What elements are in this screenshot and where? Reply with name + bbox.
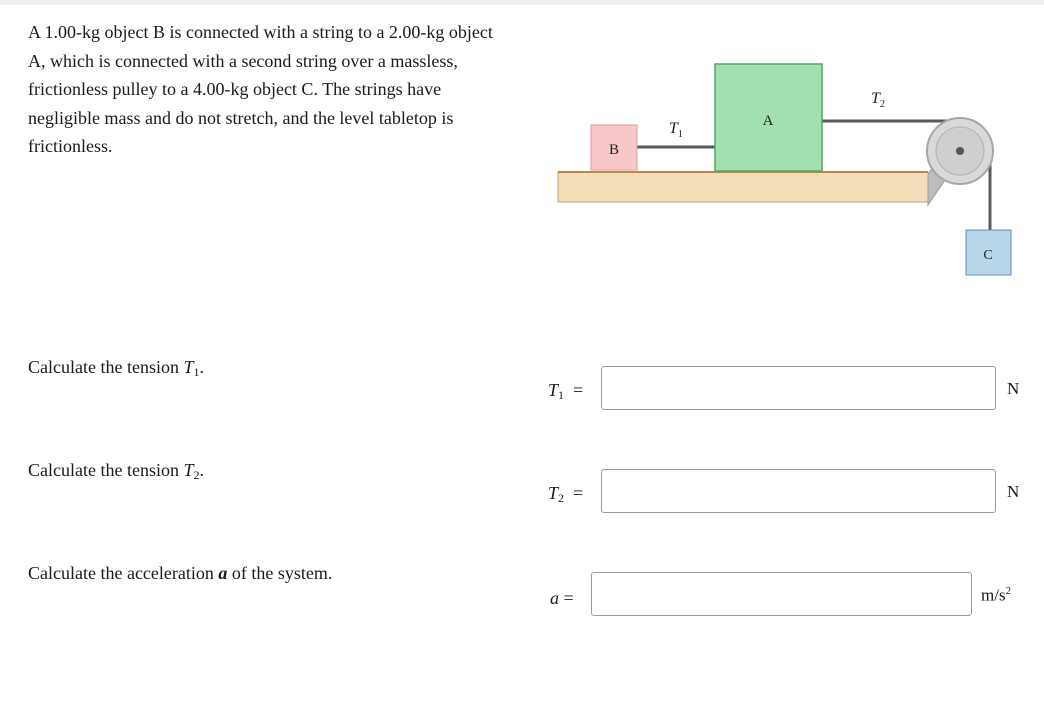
t1-answer-input[interactable]: [601, 366, 996, 410]
block-c-label: C: [983, 248, 993, 263]
a-answer-label: a =: [550, 588, 574, 608]
t1-answer-label: $T_1$ =: [548, 380, 584, 402]
physics-diagram: [540, 55, 1020, 285]
top-bar: [0, 0, 1044, 5]
problem-statement: A 1.00-kg object B is connected with a string to a 2.00-kg object A, which is connected with a second string over a massless, frictionless pulley to a 4.00-kg object C. The strings have negligible mass and do not stretch, and the level tabletop is frictionless.: [28, 22, 493, 157]
t2-label: $T_2$: [871, 90, 885, 110]
question-tension-t2: Calculate the tension $T_2$.: [28, 460, 204, 482]
block-b-label: B: [608, 142, 620, 158]
t1-label: $T_1$: [669, 120, 683, 140]
block-a-label: A: [762, 113, 774, 129]
t2-unit: N: [1007, 482, 1020, 501]
a-unit: $m/s^2$: [981, 585, 1012, 605]
t2-answer-input[interactable]: [601, 469, 996, 513]
pulley-icon: [927, 118, 993, 184]
question-tension-t1: Calculate the tension $T_1$.: [28, 357, 204, 379]
question-acceleration: Calculate the acceleration a of the system.: [28, 563, 333, 583]
a-answer-input[interactable]: [591, 572, 972, 616]
tabletop: [558, 172, 928, 202]
t2-answer-label: $T_2$ =: [548, 483, 584, 505]
t1-unit: N: [1007, 379, 1020, 398]
